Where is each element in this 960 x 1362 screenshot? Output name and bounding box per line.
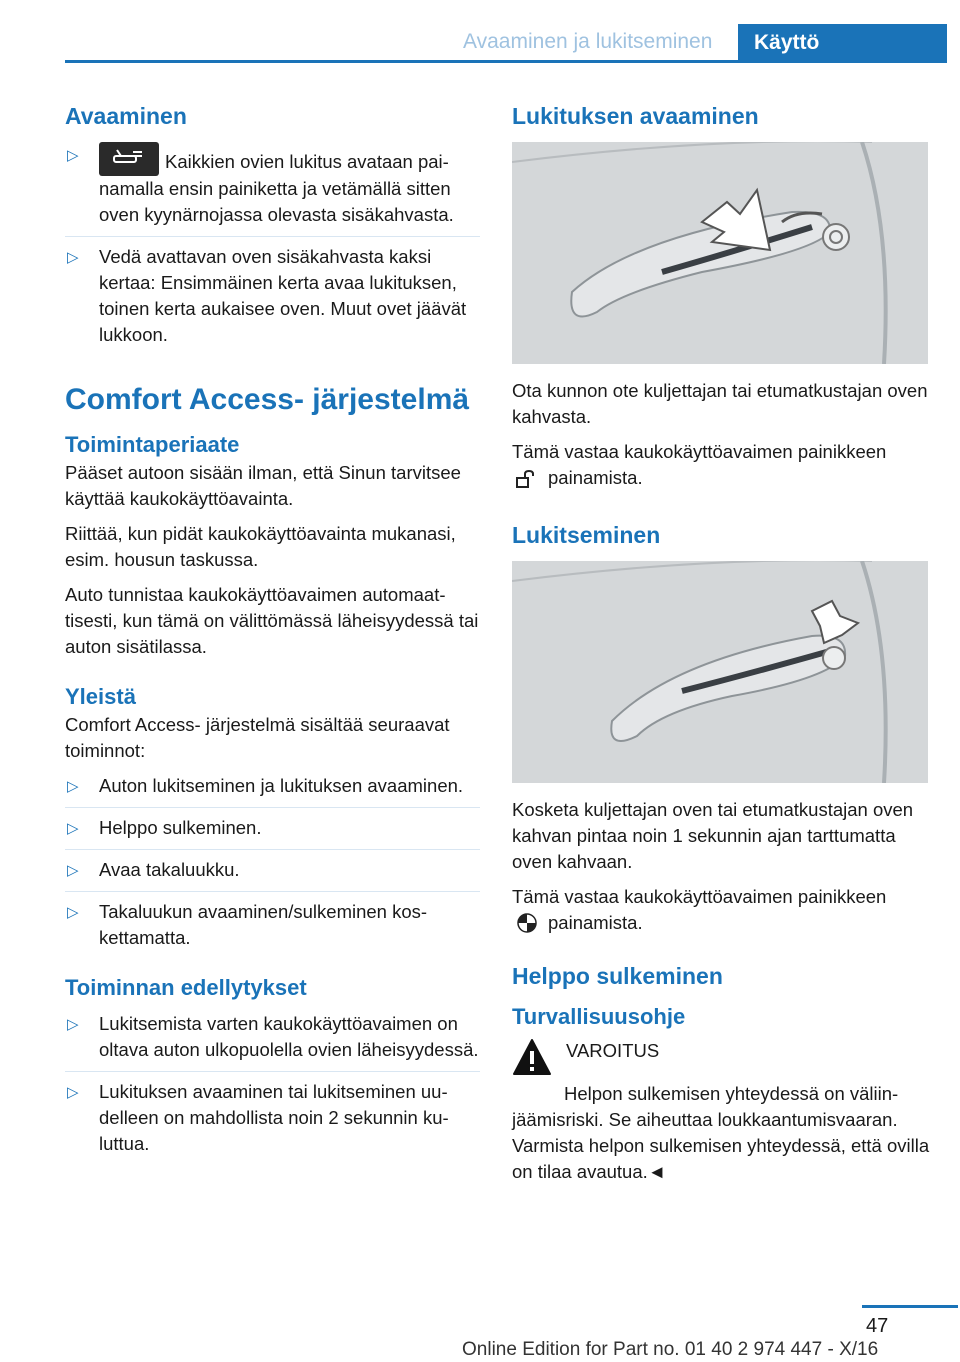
list-item-text: Kaikkien ovien lukitus avataan painamalla ensin painiketta ja vetämällä sitten oven kyynärnojassa olevasta sisäkahvasta.: [99, 151, 454, 225]
heading-lukituksen-avaaminen: Lukituksen avaaminen: [512, 103, 759, 129]
unlock-icon: [516, 469, 538, 495]
heading-avaaminen: Avaaminen: [65, 103, 187, 129]
lock-icon: [516, 913, 538, 940]
list-item: [65, 899, 480, 959]
heading-lukitseminen: Lukitseminen: [512, 522, 661, 548]
warning-block: [512, 1038, 932, 1185]
yleista-list: [65, 773, 480, 959]
header-chapter-tab[interactable]: Käyttö: [738, 24, 947, 62]
paragraph-text: Tämä vastaa kaukokäyttöavaimen painikkeen: [512, 886, 887, 907]
paragraph: Pääset autoon sisään ilman, että Sinun tarvitsee käyttää kaukokäyttöavainta.: [65, 462, 461, 509]
list-triangle-icon: ▷: [67, 862, 79, 879]
avaaminen-list: [65, 142, 480, 356]
list-triangle-icon: ▷: [67, 820, 79, 837]
warning-icon: [512, 1038, 552, 1081]
header-rule: [65, 60, 947, 63]
list-item: [65, 142, 480, 237]
heading-toimintaperiaate: Toimintaperiaate: [65, 432, 240, 457]
page-number: 47: [866, 1315, 889, 1337]
warning-text: Helpon sulkemisen yhteydessä on väliinjäämisriski. Se aiheuttaa loukkaantumisvaaran. Varmista helpon sulkemisen yhteydessä, että ovilla on tilaa avautua.◄: [512, 1083, 930, 1182]
footer-rule: [862, 1305, 958, 1308]
list-item-text: Vedä avattavan oven sisäkahvasta kaksi kertaa: Ensimmäinen kerta avaa lukituksen, toinen kerta aukaisee oven. Muut ovet jäävät lukkoon.: [99, 246, 467, 345]
paragraph-text: painamista.: [548, 467, 643, 488]
list-item: [65, 857, 480, 892]
list-item: [65, 244, 480, 356]
list-item-text: Helppo sulkeminen.: [99, 817, 262, 838]
door-handle-unlock-illustration: [512, 142, 928, 364]
paragraph: Riittää, kun pidät kaukokäyttöavainta mukanasi, esim. housun taskussa.: [65, 523, 456, 570]
list-item: [65, 815, 480, 850]
list-item-text: Auton lukitseminen ja lukituksen avaaminen.: [99, 775, 464, 796]
list-item-text: Lukitsemista varten kaukokäyttöavaimen on oltava auton ulkopuolella ovien läheisyydessä.: [99, 1013, 479, 1060]
list-item-text: Avaa takaluukku.: [99, 859, 240, 880]
list-item: [65, 773, 480, 808]
list-triangle-icon: ▷: [67, 249, 79, 266]
door-unlock-button-icon: [99, 142, 159, 176]
heading-yleista: Yleistä: [65, 684, 136, 709]
paragraph: Ota kunnon ote kuljettajan tai etumatkustajan oven kahvasta.: [512, 380, 928, 427]
right-column: [512, 100, 932, 1194]
list-item-text: Lukituksen avaaminen tai lukitseminen uudelleen on mahdollista noin 2 sekunnin kuluttua.: [99, 1081, 449, 1154]
list-triangle-icon: ▷: [67, 1084, 79, 1101]
paragraph: Comfort Access- järjestelmä sisältää seuraavat toiminnot:: [65, 714, 450, 761]
paragraph-text: painamista.: [548, 912, 643, 933]
left-column: [65, 100, 480, 1172]
list-item: [65, 1079, 480, 1165]
paragraph: [512, 884, 932, 940]
warning-title: VAROITUS: [566, 1040, 660, 1061]
list-item-text: Takaluukun avaaminen/sulkeminen koskettamatta.: [99, 901, 428, 948]
heading-turvallisuusohje: Turvallisuusohje: [512, 1004, 686, 1029]
header-section-title: Avaaminen ja lukitseminen: [463, 30, 713, 53]
paragraph: [512, 439, 932, 495]
paragraph: Kosketa kuljettajan oven tai etumatkustajan oven kahvan pintaa noin 1 sekunnin ajan tarttumatta oven kahvaan.: [512, 799, 914, 872]
heading-comfort-access: Comfort Access- järjestelmä: [65, 383, 470, 416]
list-triangle-icon: ▷: [67, 778, 79, 795]
door-handle-lock-illustration: [512, 561, 928, 783]
paragraph: Auto tunnistaa kaukokäyttöavaimen automaattisesti, kun tämä on välittömässä läheisyydessä tai auton sisätilassa.: [65, 584, 479, 657]
footer-edition: Online Edition for Part no. 01 40 2 974 447 - X/16: [462, 1339, 879, 1360]
heading-helppo-sulkeminen: Helppo sulkeminen: [512, 963, 723, 989]
edellytykset-list: [65, 1011, 480, 1165]
list-item: [65, 1011, 480, 1072]
paragraph-text: Tämä vastaa kaukokäyttöavaimen painikkeen: [512, 441, 887, 462]
list-triangle-icon: ▷: [67, 1016, 79, 1033]
heading-toiminnan-edellytykset: Toiminnan edellytykset: [65, 975, 307, 1000]
list-triangle-icon: ▷: [67, 904, 79, 921]
list-triangle-icon: ▷: [67, 147, 79, 164]
